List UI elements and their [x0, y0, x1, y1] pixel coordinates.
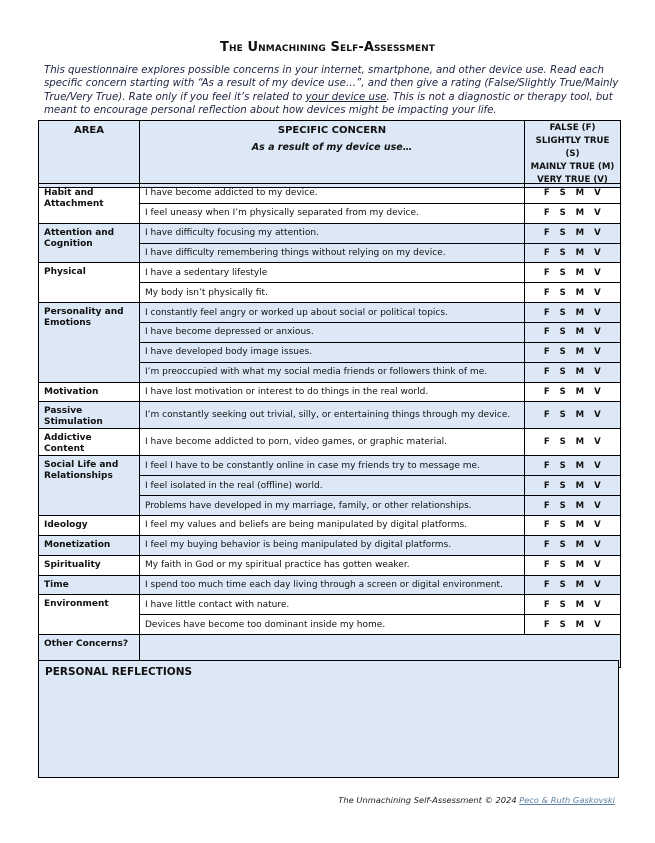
area-label: Physical — [39, 263, 140, 303]
concern-text: I have difficulty remembering things without relying on my device. — [140, 243, 525, 263]
area-label: Social Life and Relationships — [39, 456, 140, 516]
concern-text: I constantly feel angry or worked up about social or political topics. — [140, 303, 525, 323]
concern-text: I have become depressed or anxious. — [140, 323, 525, 343]
rating-legend-slightly: SLIGHTLY TRUE (S) — [535, 136, 610, 159]
table-row — [39, 223, 621, 243]
rating-options[interactable]: F S M V — [525, 362, 621, 382]
rating-options[interactable]: F S M V — [525, 283, 621, 303]
concern-text: I’m constantly seeking out trivial, silly, or entertaining things through my device. — [140, 402, 525, 429]
concern-text: I feel I have to be constantly online in case my friends try to message me. — [140, 456, 525, 476]
area-label: Time — [39, 575, 140, 595]
concern-text: I feel my buying behavior is being manipulated by digital platforms. — [140, 535, 525, 555]
rating-legend-mainly: MAINLY TRUE (M) — [530, 162, 615, 172]
concern-text: My faith in God or my spiritual practice has gotten weaker. — [140, 555, 525, 575]
rating-legend-false: FALSE (F) — [549, 123, 596, 133]
rating-options[interactable]: F S M V — [525, 535, 621, 555]
header-ratings — [525, 121, 621, 188]
concern-text: I’m preoccupied with what my social media friends or followers think of me. — [140, 362, 525, 382]
rating-options[interactable]: F S M V — [525, 323, 621, 343]
rating-legend-very: VERY TRUE (V) — [537, 175, 608, 185]
other-concerns-label: Other Concerns? — [39, 635, 140, 668]
page-title: The Unmachining Self-Assessment — [220, 40, 435, 55]
rating-options[interactable]: F S M V — [525, 184, 621, 204]
concern-text: Problems have developed in my marriage, family, or other relationships. — [140, 496, 525, 516]
area-label: Spirituality — [39, 555, 140, 575]
concern-text: I have become addicted to porn, video games, or graphic material. — [140, 429, 525, 456]
table-header — [38, 120, 621, 188]
footer-copyright: The Unmachining Self-Assessment © 2024 — [338, 795, 520, 805]
rating-options[interactable]: F S M V — [525, 476, 621, 496]
area-label: Habit and Attachment — [39, 184, 140, 224]
author-link[interactable]: Peco & Ruth Gaskovski — [519, 795, 615, 805]
table-row — [39, 595, 621, 615]
table-row — [39, 263, 621, 283]
rating-options[interactable]: F S M V — [525, 456, 621, 476]
header-concern — [140, 121, 525, 188]
table-row — [39, 535, 621, 555]
table-row — [39, 382, 621, 402]
header-area: AREA — [39, 121, 140, 188]
rating-options[interactable]: F S M V — [525, 496, 621, 516]
concern-text: I have lost motivation or interest to do things in the real world. — [140, 382, 525, 402]
concern-text: I have difficulty focusing my attention. — [140, 223, 525, 243]
table-row — [39, 184, 621, 204]
table-row — [39, 516, 621, 536]
rating-options[interactable]: F S M V — [525, 595, 621, 615]
header-concern-sub: As a result of my device use… — [251, 142, 413, 153]
intro-part-2: . This is not a diagnostic or therapy tool, but meant to encourage personal reflection about how devices might be impacting your life. — [44, 91, 613, 116]
concern-text: I spend too much time each day living through a screen or digital environment. — [140, 575, 525, 595]
rating-options[interactable]: F S M V — [525, 615, 621, 635]
table-row — [39, 303, 621, 323]
concern-text: I have little contact with nature. — [140, 595, 525, 615]
personal-reflections-box[interactable] — [38, 660, 619, 778]
rating-options[interactable]: F S M V — [525, 203, 621, 223]
rating-options[interactable]: F S M V — [525, 555, 621, 575]
concern-text: I have developed body image issues. — [140, 342, 525, 362]
intro-underlined: your device use — [305, 91, 387, 103]
concern-text: My body isn’t physically fit. — [140, 283, 525, 303]
concern-text: I feel uneasy when I’m physically separated from my device. — [140, 203, 525, 223]
footer — [338, 795, 615, 805]
rating-options[interactable]: F S M V — [525, 263, 621, 283]
personal-reflections-label: PERSONAL REFLECTIONS — [45, 666, 193, 678]
intro-text — [44, 64, 624, 117]
rating-options[interactable]: F S M V — [525, 303, 621, 323]
rating-options[interactable]: F S M V — [525, 223, 621, 243]
intro-part-1: This questionnaire explores possible concerns in your internet, smartphone, and other device use. Read each specific concern starting with “As a result of my device use…”, and then give a rating (False/Slightly True/Mainly True/Very True). Rate only if you feel it’s related to — [44, 65, 619, 103]
rating-options[interactable]: F S M V — [525, 243, 621, 263]
concern-text: I have become addicted to my device. — [140, 184, 525, 204]
rating-options[interactable]: F S M V — [525, 429, 621, 456]
area-label: Monetization — [39, 535, 140, 555]
rating-options[interactable]: F S M V — [525, 402, 621, 429]
assessment-table — [38, 183, 621, 668]
table-row — [39, 575, 621, 595]
concern-text: I feel my values and beliefs are being manipulated by digital platforms. — [140, 516, 525, 536]
area-label: Personality and Emotions — [39, 303, 140, 382]
header-concern-title: SPECIFIC CONCERN — [277, 125, 387, 136]
rating-options[interactable]: F S M V — [525, 382, 621, 402]
table-row — [39, 402, 621, 429]
area-label: Environment — [39, 595, 140, 635]
area-label: Addictive Content — [39, 429, 140, 456]
rating-options[interactable]: F S M V — [525, 516, 621, 536]
table-row — [39, 456, 621, 476]
rating-options[interactable]: F S M V — [525, 575, 621, 595]
table-row — [39, 429, 621, 456]
table-row — [39, 555, 621, 575]
area-label: Attention and Cognition — [39, 223, 140, 263]
concern-text: I feel isolated in the real (offline) world. — [140, 476, 525, 496]
concern-text: Devices have become too dominant inside my home. — [140, 615, 525, 635]
concern-text: I have a sedentary lifestyle — [140, 263, 525, 283]
rating-options[interactable]: F S M V — [525, 342, 621, 362]
area-label: Motivation — [39, 382, 140, 402]
area-label: Passive Stimulation — [39, 402, 140, 429]
area-label: Ideology — [39, 516, 140, 536]
